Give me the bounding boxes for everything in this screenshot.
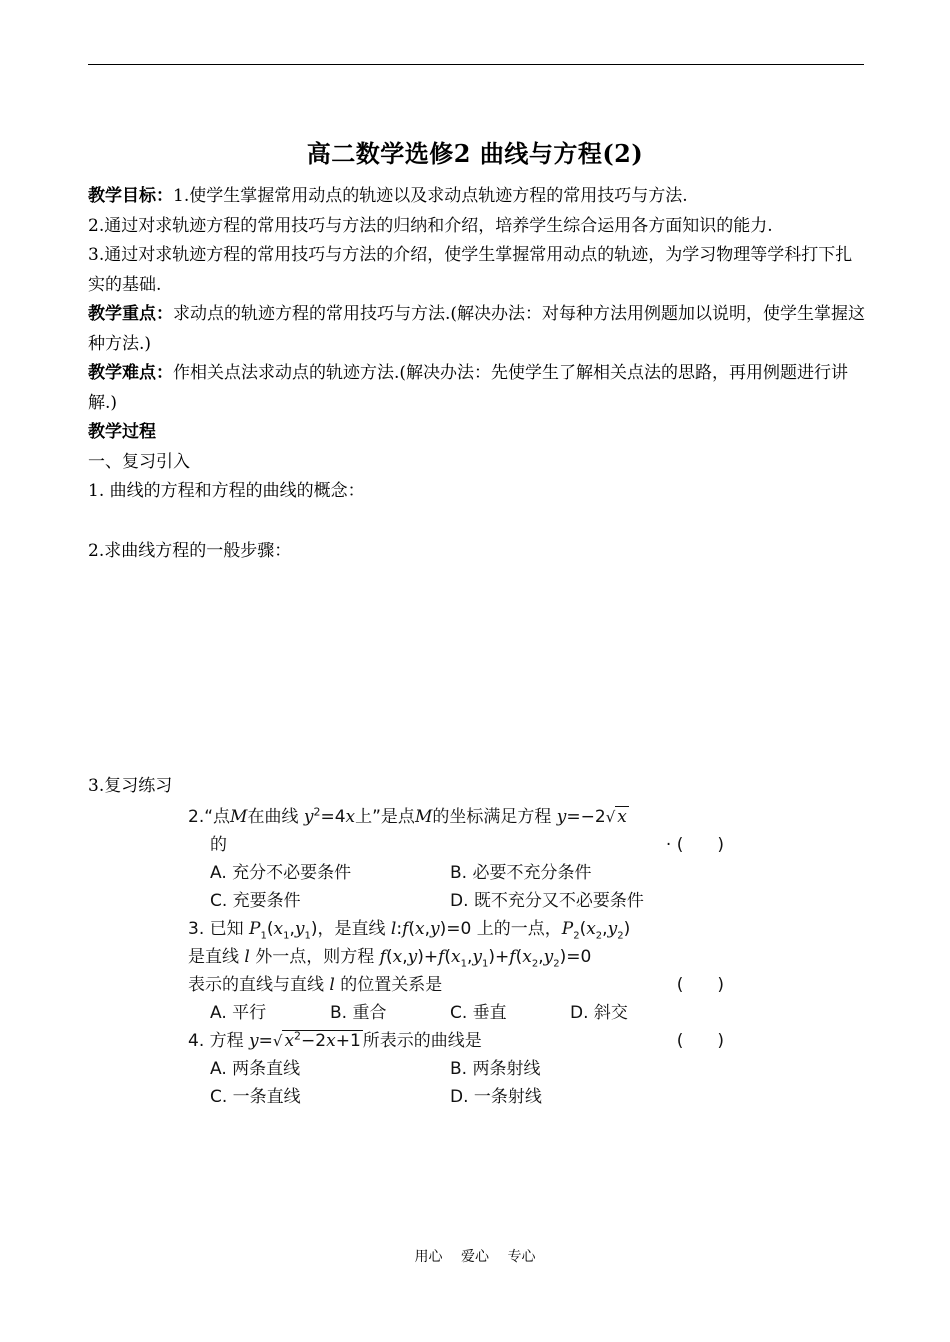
q3-answer-paren: ( ): [676, 975, 724, 995]
q2-options-ab: [188, 859, 748, 887]
q2-answer-paren: · ( ): [665, 835, 724, 855]
item-practice: 3.复习练习: [88, 776, 173, 796]
q2-option-c: C. 充要条件: [210, 891, 301, 911]
section-review: 一、复习引入: [88, 451, 190, 472]
header-rule: [88, 64, 864, 65]
q3-option-d: D. 斜交: [570, 1003, 628, 1023]
difficulties: 教学难点：作相关点法求动点的轨迹方法.(解决办法：先使学生了解相关点法的思路，再用例题进行讲解.): [88, 363, 849, 413]
document-body: [88, 182, 866, 802]
key-points: 教学重点：求动点的轨迹方程的常用技巧与方法.(解决办法：对每种方法用例题加以说明，使学生掌握这种方法.): [88, 304, 866, 354]
process-heading: 教学过程: [88, 422, 156, 442]
q3-line2: 是直线 l 外一点，则方程 $f(x,y)+f(x_1,y_1)+f(x_2,y_2)=0$: [188, 947, 592, 970]
q2-options-cd: [188, 887, 748, 915]
q3-line3: 表示的直线与直线 l 的位置关系是 ( ): [188, 971, 748, 999]
q2-option-a: A. 充分不必要条件: [210, 863, 352, 883]
objectives-line1: 教学目标：1.使学生掌握常用动点的轨迹以及求动点轨迹方程的常用技巧与方法.: [88, 186, 688, 206]
q2-line1: 2.“点M在曲线 $y^2=4x$上”是点M的坐标满足方程 y=−2√ x: [188, 805, 627, 827]
q4-options-cd: [188, 1083, 748, 1111]
q2-option-d: D. 既不充分又不必要条件: [450, 891, 644, 911]
q2-option-b: B. 必要不充分条件: [450, 863, 592, 883]
q4-option-b: B. 两条射线: [450, 1059, 541, 1079]
page-footer: 用心 爱心 专心: [414, 1249, 536, 1265]
q4-options-ab: [188, 1055, 748, 1083]
page-title: 高二数学选修2 曲线与方程(2): [306, 139, 644, 168]
item-concept: 1. 曲线的方程和方程的曲线的概念：: [88, 481, 365, 501]
q4-line1: 4. 方程 y=√ $x^2-2x+1$ 所表示的曲线是 ( ): [188, 1027, 748, 1055]
q4-option-a: A. 两条直线: [210, 1059, 301, 1079]
q3-option-a: A. 平行: [210, 1003, 267, 1023]
q4-answer-paren: ( ): [676, 1031, 724, 1051]
item-steps: 2.求曲线方程的一般步骤：: [88, 540, 292, 561]
difficulties-label: 教学难点：: [88, 363, 173, 383]
q3-option-b: B. 重合: [330, 1003, 387, 1023]
exercise-scan: [188, 803, 748, 1111]
objectives-label: 教学目标：: [88, 186, 173, 206]
objectives-line3: 3.通过对求轨迹方程的常用技巧与方法的介绍，使学生掌握常用动点的轨迹，为学习物理等学科打下扎实的基础.: [88, 245, 853, 295]
q4-option-d: D. 一条射线: [450, 1087, 542, 1107]
q3-line1: 3. 已知 $P_1(x_1,y_1)$，是直线 l:f(x,y)=0 上的一点，$P_2(x_2,y_2)$: [188, 919, 631, 942]
q3-option-c: C. 垂直: [450, 1003, 507, 1023]
q4-option-c: C. 一条直线: [210, 1087, 301, 1107]
q3-options: [188, 999, 748, 1027]
key-points-label: 教学重点：: [88, 304, 173, 324]
q2-line2: 的 · ( ): [188, 831, 748, 859]
objectives-line2: 2.通过对求轨迹方程的常用技巧与方法的归纳和介绍，培养学生综合运用各方面知识的能力.: [88, 215, 773, 236]
